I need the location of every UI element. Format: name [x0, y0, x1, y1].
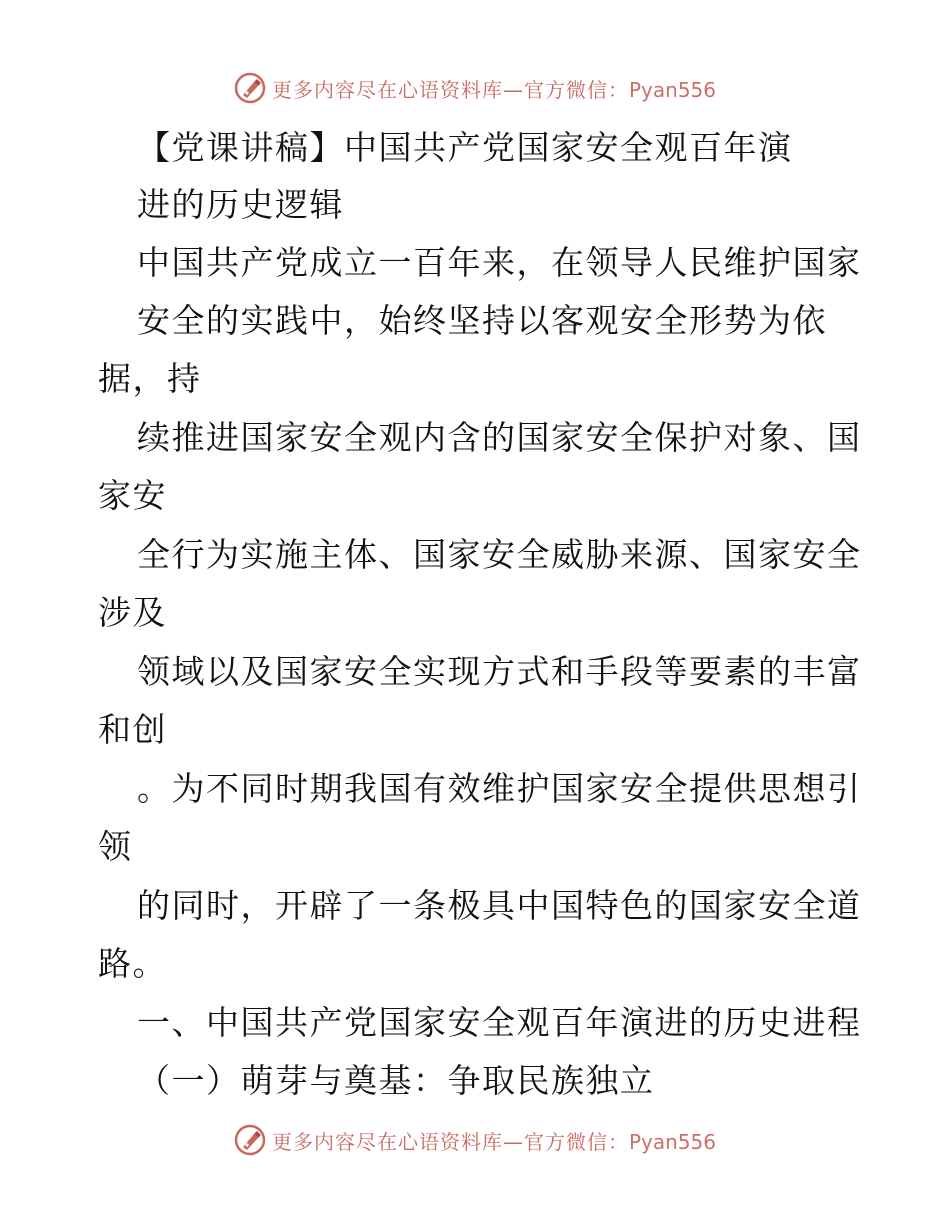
paragraph-line: 家安 — [98, 476, 167, 515]
paragraph-line: 安全的实践中，始终坚持以客观安全形势为依 — [137, 301, 827, 340]
document-title-line-1: 【党课讲稿】中国共产党国家安全观百年演 — [137, 128, 793, 167]
subsection-heading: （一）萌芽与奠基：争取民族独立 — [137, 1061, 655, 1100]
document-title-line-2: 进的历史逻辑 — [137, 185, 344, 224]
paragraph-line: 据，持 — [98, 359, 202, 398]
paragraph-line: 的同时，开辟了一条极具中国特色的国家安全道 — [137, 886, 862, 925]
footer-watermark — [0, 1124, 950, 1156]
paragraph-line: 涉及 — [98, 593, 167, 632]
header-watermark — [0, 72, 950, 104]
paragraph-line: 路。 — [98, 944, 167, 983]
paragraph-line: 。为不同时期我国有效维护国家安全提供思想引 — [137, 769, 862, 808]
section-heading: 一、中国共产党国家安全观百年演进的历史进程 — [137, 1003, 862, 1042]
paragraph-line: 和创 — [98, 710, 167, 749]
paragraph-line: 续推进国家安全观内含的国家安全保护对象、国 — [137, 418, 862, 457]
watermark-text: 更多内容尽在心语资料库—官方微信：Pyan556 — [271, 1129, 716, 1154]
pen-nib-logo-icon — [234, 72, 266, 104]
paragraph-line: 领域以及国家安全实现方式和手段等要素的丰富 — [137, 652, 862, 691]
paragraph-line: 中国共产党成立一百年来，在领导人民维护国家 — [137, 243, 862, 282]
pen-nib-logo-icon — [234, 1124, 266, 1156]
paragraph-line: 全行为实施主体、国家安全威胁来源、国家安全 — [137, 535, 862, 574]
paragraph-line: 领 — [98, 827, 133, 866]
watermark-text: 更多内容尽在心语资料库—官方微信：Pyan556 — [271, 77, 716, 102]
